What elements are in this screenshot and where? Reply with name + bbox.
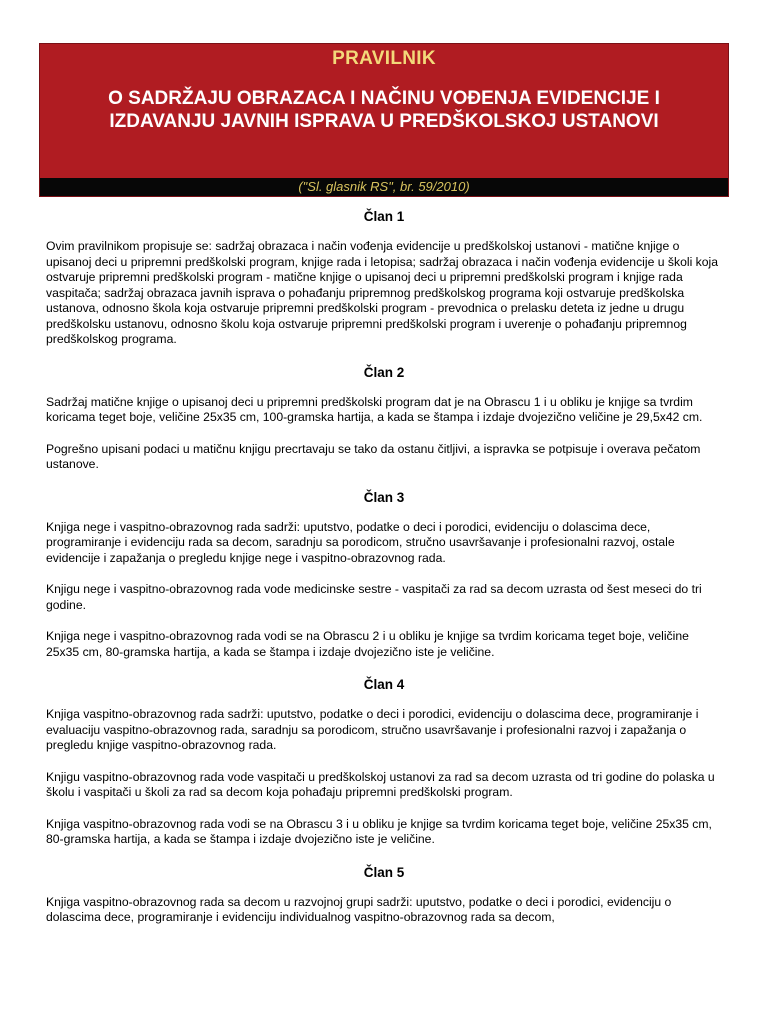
document-header bbox=[39, 43, 729, 197]
document-body bbox=[46, 202, 722, 942]
document-type: PRAVILNIK bbox=[332, 48, 436, 69]
article-paragraph: Knjiga nege i vaspitno-obrazovnog rada vodi se na Obrascu 2 i u obliku je knjige sa tvrdim koricama teget boje, veličine 25x35 cm, 80-gramska hartija, a kada se štampa i izdaje dvojezično iste je veličine. bbox=[46, 629, 689, 659]
article-heading: Član 4 bbox=[363, 677, 405, 692]
article-paragraph: Ovim pravilnikom propisuje se: sadržaj obrazaca i način vođenja evidencije u predškolskoj ustanovi - matične knjige o upisanoj deci u pripremni predškolski program, knjige rada i letopisa; sadržaj obrazaca i način vođenja evidencije u školi koja ostvaruje pripremni predškolski program - matične knjige o upisanoj deci u pripremni predškolski program i knjige rada vaspitača; sadržaj obrazaca javnih isprava o pohađanju pripremnog predškolskog programa koji ostvaruje predškolska ustanova, odnosno škola koja ostvaruje pripremni predškolski program - prevodnica o prelasku deteta iz jedne u drugu predškolsku ustanovu, odnosno školu koja ostvaruje pripremni predškolski program i uverenje o pohađanju pripremnog predškolskog programa. bbox=[46, 239, 719, 346]
article-paragraph: Knjigu nege i vaspitno-obrazovnog rada vode medicinske sestre - vaspitači za rad sa decom uzrasta od šest meseci do tri godine. bbox=[46, 582, 702, 612]
article-paragraph: Knjiga vaspitno-obrazovnog rada sadrži: uputstvo, podatke o deci i porodici, evidenciju o dolascima dece, programiranje i evaluaciju vaspitno-obrazovnog rada, saradnju sa porodicom, stručno usavršavanje i profesionalni razvoj i zapažanja o pregledu knjige vaspitno-obrazovnog rada. bbox=[46, 707, 699, 752]
article-paragraph: Pogrešno upisani podaci u matičnu knjigu precrtavaju se tako da ostanu čitljivi, a ispravka se potpisuje i overava pečatom ustanove. bbox=[46, 441, 701, 471]
article-heading: Član 5 bbox=[363, 864, 405, 880]
article-heading: Član 1 bbox=[363, 209, 405, 224]
article-paragraph: Knjiga nege i vaspitno-obrazovnog rada sadrži: uputstvo, podatke o deci i porodici, evidenciju o dolascima dece, programiranje i evidenciju rada sa decom, saradnju sa porodicom, stručno usavršavanje i profesionalni razvoj, ostale evidencije i zapažanja o pregledu knjige nege i vaspitno-obrazovnog rada. bbox=[46, 519, 675, 565]
source-reference: ("Sl. glasnik RS", br. 59/2010) bbox=[40, 178, 728, 196]
article-heading: Član 2 bbox=[363, 364, 405, 380]
article-heading: Član 3 bbox=[363, 489, 405, 505]
article-paragraph: Knjiga vaspitno-obrazovnog rada vodi se na Obrascu 3 i u obliku je knjige sa tvrdim koricama teget boje, veličine 25x35 cm, 80-gramska hartija, a kada se štampa i izdaje dvojezično iste je veličine. bbox=[46, 816, 712, 846]
article-paragraph: Knjigu vaspitno-obrazovnog rada vode vaspitači u predškolskoj ustanovi za rad sa decom uzrasta od tri godine do polaska u školu i vaspitači u školi za rad sa decom koja pohađaju pripremni predškolski program. bbox=[46, 769, 715, 799]
document-title: O SADRŽAJU OBRAZACA I NAČINU VOĐENJA EVIDENCIJE I IZDAVANJU JAVNIH ISPRAVA U PREDŠKOLSKOJ USTANOVI bbox=[108, 88, 660, 132]
article-paragraph: Knjiga vaspitno-obrazovnog rada sa decom u razvojnoj grupi sadrži: uputstvo, podatke o deci i porodici, evidenciju o dolascima dece, programiranje i evidenciju individualnog vaspitno-obrazovnog rada sa decom, bbox=[46, 894, 672, 924]
article-paragraph: Sadržaj matične knjige o upisanoj deci u pripremni predškolski program dat je na Obrascu 1 i u obliku je knjige sa tvrdim koricama teget boje, veličine 25x35 cm, 100-gramska hartija, a kada se štampa i izdaje dvojezično veličine je 29,5x42 cm. bbox=[46, 394, 703, 424]
